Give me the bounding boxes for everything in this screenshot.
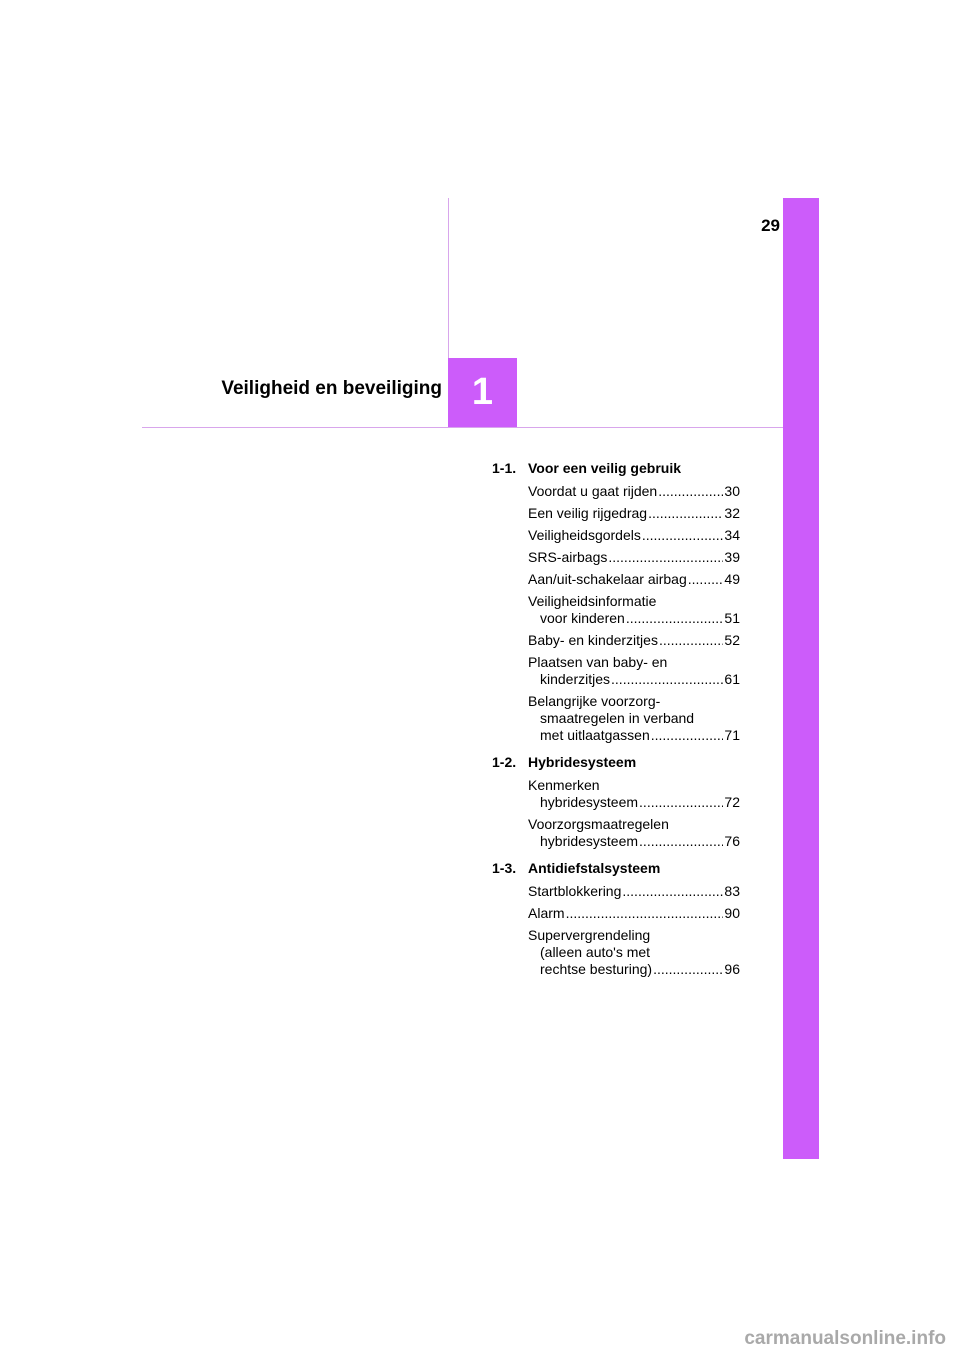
toc-page-number: 32 (724, 505, 740, 521)
toc-entry[interactable] (528, 527, 740, 544)
toc-entry[interactable] (528, 571, 740, 588)
toc-entry[interactable] (528, 693, 740, 744)
toc-dot-leader (653, 961, 723, 978)
page-number: 29 (761, 216, 780, 235)
toc-entry-leader (528, 610, 740, 627)
toc-page-number: 49 (724, 571, 740, 587)
toc-entry-title: Alarm (528, 905, 565, 921)
toc-page-number: 76 (724, 833, 740, 849)
toc-entry-line: Supervergrendeling (528, 927, 651, 943)
toc-entry-title: Baby- en kinderzitjes (528, 632, 658, 648)
toc-entry-line: Voorzorgsmaatregelen (528, 816, 669, 832)
divider-vertical (448, 198, 449, 358)
toc-dot-leader (639, 794, 723, 811)
toc-entry-leader (528, 671, 740, 688)
toc-dot-leader (651, 727, 724, 744)
toc-entry-line: smaatregelen in verband (540, 710, 695, 726)
chapter-title: Veiligheid en beveiliging (221, 378, 442, 399)
toc-page-number: 39 (724, 549, 740, 565)
toc-page-number: 96 (724, 961, 740, 977)
toc-entry[interactable] (528, 505, 740, 522)
toc-page-number: 52 (724, 632, 740, 648)
toc-entry[interactable] (528, 483, 740, 500)
toc-section-title: Voor een veilig gebruik (528, 460, 682, 476)
toc-section-title: Hybridesysteem (528, 754, 637, 770)
toc-entry[interactable] (528, 927, 740, 978)
chapter-number-box: 1 (448, 358, 517, 427)
toc-page-number: 51 (724, 610, 740, 626)
toc-entry-leader (528, 794, 740, 811)
toc-dot-leader (622, 883, 723, 900)
toc-entry-leader (528, 961, 740, 978)
toc-dot-leader (642, 527, 724, 544)
toc-entry-title: Aan/uit-schakelaar airbag (528, 571, 687, 587)
toc-entry-line: (alleen auto's met (540, 944, 651, 960)
toc-entry[interactable] (528, 883, 740, 900)
toc-entry-leader (528, 632, 740, 649)
toc-section-title: Antidiefstalsysteem (528, 860, 661, 876)
toc-entry-leader (528, 483, 740, 500)
toc-page-number: 90 (724, 905, 740, 921)
toc-entry-leader (528, 571, 740, 588)
toc-section-heading (492, 860, 740, 877)
toc-entry-title: voor kinderen (540, 610, 625, 626)
toc-entry-leader (528, 549, 740, 566)
toc-entry-title: SRS-airbags (528, 549, 608, 565)
toc-entry-leader (528, 833, 740, 850)
toc-entry[interactable] (528, 816, 740, 850)
toc-entry[interactable] (528, 654, 740, 688)
toc-entry-leader (528, 527, 740, 544)
toc-entry-leader (528, 905, 740, 922)
toc-section-number: 1-1. (492, 460, 517, 476)
toc-entry-title: rechtse besturing) (540, 961, 653, 977)
toc-page-number: 71 (724, 727, 740, 743)
toc-section-heading (492, 460, 740, 477)
toc-dot-leader (659, 632, 723, 649)
toc-entry-line: Plaatsen van baby- en (528, 654, 668, 670)
toc-entry-leader (528, 883, 740, 900)
toc-entry-title: met uitlaatgassen (540, 727, 650, 743)
toc-entry[interactable] (528, 549, 740, 566)
toc-dot-leader (639, 833, 723, 850)
toc-entry-line: Belangrijke voorzorg- (528, 693, 661, 709)
toc-dot-leader (611, 671, 723, 688)
toc-entry[interactable] (528, 905, 740, 922)
toc-section-number: 1-3. (492, 860, 517, 876)
toc-entry-line: Veiligheidsinformatie (528, 593, 657, 609)
toc-page-number: 61 (724, 671, 740, 687)
watermark: carmanualsonline.info (744, 1328, 946, 1349)
toc-entry-title: hybridesysteem (540, 794, 639, 810)
toc-section-heading (492, 754, 740, 771)
toc-entry-title: Voordat u gaat rijden (528, 483, 658, 499)
toc-entry-line: Kenmerken (528, 777, 600, 793)
toc-entry-title: kinderzitjes (540, 671, 611, 687)
toc-dot-leader (626, 610, 724, 627)
toc-entry-title: Startblokkering (528, 883, 622, 899)
toc-section-number: 1-2. (492, 754, 517, 770)
toc-dot-leader (608, 549, 723, 566)
toc-entry[interactable] (528, 632, 740, 649)
toc-dot-leader (648, 505, 723, 522)
toc-entry-leader (528, 505, 740, 522)
toc-page-number: 83 (724, 883, 740, 899)
toc-page-number: 72 (724, 794, 740, 810)
divider-horizontal (142, 427, 783, 428)
toc-entry-title: Een veilig rijgedrag (528, 505, 648, 521)
toc-page-number: 30 (724, 483, 740, 499)
toc-entry[interactable] (528, 593, 740, 627)
toc-entry-leader (528, 727, 740, 744)
toc-entry[interactable] (528, 777, 740, 811)
toc-entry-title: hybridesysteem (540, 833, 639, 849)
toc-dot-leader (658, 483, 723, 500)
toc-dot-leader (566, 905, 724, 922)
toc-page-number: 34 (724, 527, 740, 543)
toc-entry-title: Veiligheidsgordels (528, 527, 641, 543)
table-of-contents (492, 460, 740, 983)
chapter-thumb-tab (783, 198, 819, 1159)
toc-dot-leader (688, 571, 724, 588)
